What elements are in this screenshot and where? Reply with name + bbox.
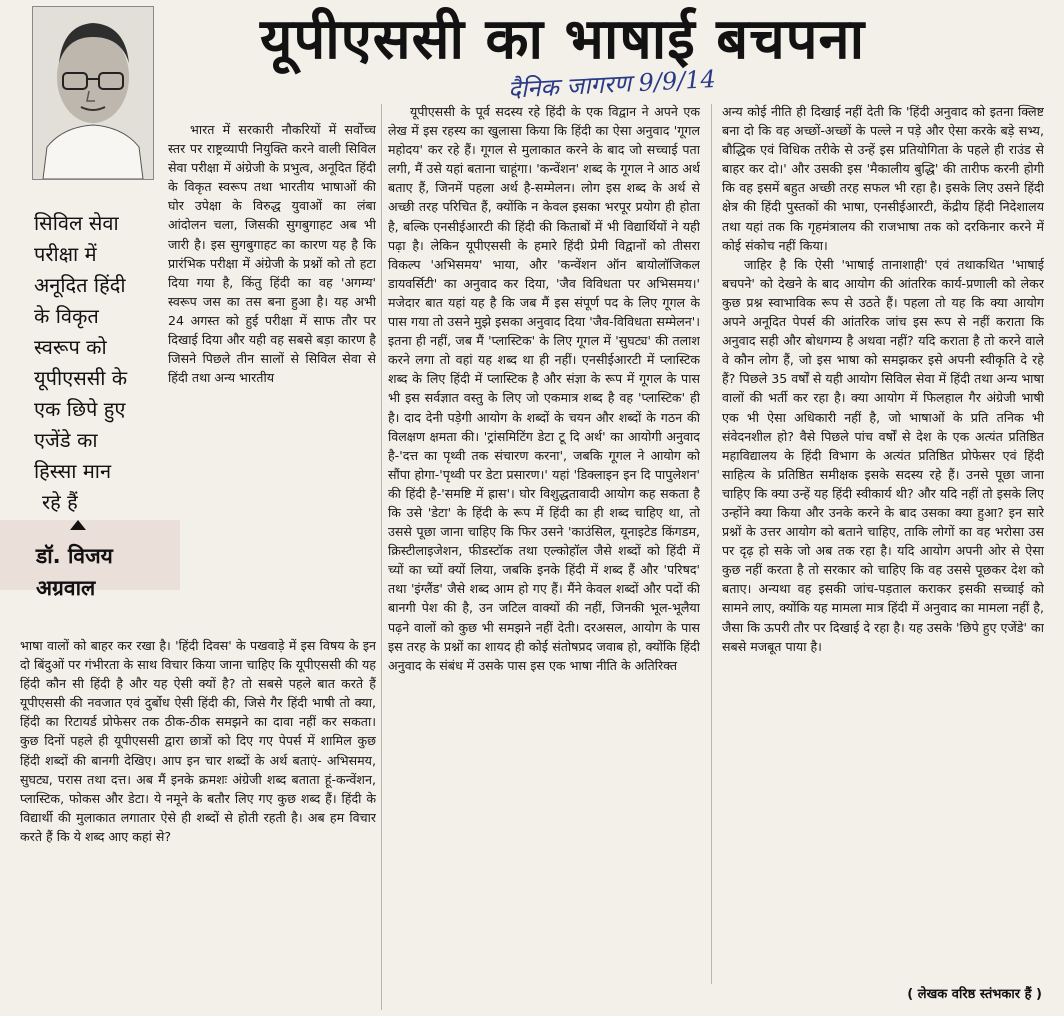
deck-line: सिविल सेवा [34, 211, 119, 235]
deck-line: रहे हैं [42, 490, 78, 514]
handwritten-source-date: दैनिक जागरण 9/9/14 [507, 64, 717, 104]
deck-line: एजेंडे का [34, 428, 98, 452]
deck-pullquote [34, 208, 152, 518]
deck-line: परीक्षा में [34, 242, 97, 266]
column-2 [388, 102, 700, 1010]
column-3 [722, 102, 1044, 984]
paragraph: यूपीएससी के पूर्व सदस्य रहे हिंदी के एक विद्वान ने अपने एक लेख में इस रहस्य का खुलासा किया कि हिंदी का ऐसा अनुवाद 'गूगल महोदय' कर रहे हैं। गूगल से मुलाकात करने के बाद जो सच्चाई पता लगी, मैं उसे यहां बताना चाहूंगा। 'कन्वेंशन' शब्द के गूगल ने आठ अर्थ बताए हैं, जिनमें पहला अर्थ है-सम्मेलन। लोग इस शब्द के अर्थ से अच्छी तरह परिचित हैं, क्योंकि न केवल इसका भरपूर प्रयोग ही होता है, बल्कि एनसीईआरटी की हिंदी की किताबों में भी विद्यार्थियों ने यही पढ़ा है। लेकिन यूपीएससी के हमारे हिंदी प्रेमी विद्वानों को तीसरा विकल्प 'अभिसमय' भाया, और 'कन्वेंशन ऑन बायोलॉजिकल डायवर्सिटी' का अनुवाद कर दिया, 'जैव विविधता पर अभिसमय।' मजेदार बात यहां यह है कि जब मैं इस संपूर्ण पद के लिए गूगल के पास गया तो उसने मुझे इसका अनुवाद दिया 'जैव-विविधता सम्मेलन'। इतना ही नहीं, जब मैं 'प्लास्टिक' के लिए गूगल में 'सुघट्य' की तलाश करने लगा तो वहां यह शब्द था ही नहीं। एनसीईआरटी में प्लास्टिक शब्द के लिए हिंदी में प्लास्टिक है और संज्ञा के रूप में गूगल के पास भी इस सर्वज्ञात वस्तु के लिए जो एकमात्र शब्द है वह 'प्लास्टिक' ही है। दाद देनी पड़ेगी आयोग के शब्दों के चयन और शब्दों के गठन की विलक्षण क्षमता की। 'ट्रांसमिटिंग डेटा टू दि अर्थ' का आयोगी अनुवाद है-'दत्त का पृथ्वी तक संचारण करना', जबकि गूगल ने आयोग को सौंपा होगा-'पृथ्वी पर डेटा प्रसारण।' यहां 'डिक्लाइन इन दि पापुलेशन' की हिंदी है-'समष्टि में ह्रास'। घोर विशुद्धतावादी आयोग कह सकता है कि उसे 'डेटा' के हिंदी के रूप में हिंदी का ही शब्द चाहिए था, तो उससे पूछा जाना चाहिए कि फिर उसने 'काउंसिल, यूनाइटेड किंगडम, क्रिस्टीलाइजेशन, फीडस्टॉक तथा एल्कोहॉल जैसे शब्दों को हिंदी में च्यों का च्यों क्यों लिया, जबकि इनके हिंदी में शब्द हैं और 'परिषद' तथा 'इंग्लैंड' जैसे शब्द आम हो गए हैं। मैंने केवल शब्दों और पदों की बानगी पेश की है, उन जटिल वाक्यों की नहीं, जिनकी भूल-भूलैया पढ़ने वालों को कुछ भी समझने नहीं देती। दरअसल, आयोग के पास इस तरह के प्रश्नों का शायद ही कोई संतोषप्रद जवाब हो, क्योंकि हिंदी अनुवाद के संबंध में उसके पास इस एक भाषा नीति के अतिरिक्त [388, 104, 700, 673]
column-divider [381, 104, 382, 1010]
headline: यूपीएससी का भाषाई बचपना [260, 7, 866, 72]
column-divider [711, 104, 712, 984]
author-photo [32, 6, 154, 180]
paragraph: अन्य कोई नीति ही दिखाई नहीं देती कि 'हिंदी अनुवाद को इतना क्लिष्ट बना दो कि वह अच्छों-अच्छों के पल्ले न पड़े और ऐसा करके बड़े सभ्य, बौद्धिक एवं विधिक तरीके से उन्हें इस प्रतियोगिता के पहले ही राउंड से बाहर कर दो।' और उसकी इस 'मैकालीय बुद्धि' की तारीफ करनी होगी कि वह इसमें बहुत अच्छी तरह सफल भी रहा है। इसके लिए उसने हिंदी क्षेत्र की हिंदी पुस्तकों की भाषा, एनसीईआरटी, केंद्रीय हिंदी निदेशालय तथा यहां तक कि गृहमंत्रालय की राजभाषा तक को दरकिनार करने में कोई संकोच नहीं किया। [722, 104, 1044, 253]
deck-line: हिस्सा मान [34, 459, 112, 483]
author-byline [36, 540, 154, 604]
paragraph: भाषा वालों को बाहर कर रखा है। 'हिंदी दिवस' के पखवाड़े में इस विषय के इन दो बिंदुओं पर गंभीरता के साथ विचार किया जाना चाहिए कि यूपीएससी की यह हिंदी कौन सी हिंदी है और यह ऐसी क्यों है? तो सबसे पहले बात करते हैं यूपीएससी की नवजात एवं दुर्बोध ऐसी हिंदी की, जिसे गैर हिंदी भाषी तो क्या, हिंदी का रिटायर्ड प्रोफेसर तक ठीक-ठीक समझने का दावा नहीं कर सकता। कुछ दिनों पहले ही यूपीएससी द्वारा छात्रों को दिए गए पेपर्स में शामिल कुछ हिंदी शब्दों की बानगी देखिए। आप इन चार शब्दों के अर्थ बताएं- अभिसमय, सुघट्य, परास तथा दत्त। अब मैं इनके क्रमशः अंग्रेजी शब्द बताता हूं-कन्वेंशन, प्लास्टिक, फोकस और डेटा। ये नमूने के बतौर लिए गए कुछ शब्द हैं। हिंदी के विद्यार्थी की मुलाकात लगातार ऐसे ही शब्दों से होती रहती है। अब हम विचार करते हैं कि ये शब्द आए कहां से? [20, 638, 376, 844]
deck-line: स्वरूप को [34, 335, 107, 359]
author-name-line: अग्रवाल [36, 576, 96, 600]
column-1-bottom [20, 636, 376, 1008]
author-portrait-icon [33, 7, 153, 179]
author-credit-note: ( लेखक वरिष्ठ स्तंभकार हैं ) [907, 987, 1042, 1002]
deck-line: के विकृत [34, 304, 99, 328]
column-1-top [168, 120, 376, 640]
deck-line: यूपीएससी के [34, 366, 128, 390]
author-name-line: डॉ. विजय [36, 544, 113, 568]
deck-line: अनूदित हिंदी [34, 273, 126, 297]
deck-line: एक छिपे हुए [34, 397, 126, 421]
paragraph: जाहिर है कि ऐसी 'भाषाई तानाशाही' एवं तथाकथित 'भाषाई बचपने' को देखने के बाद आयोग की आंतरिक कार्य-प्रणाली को लेकर कुछ प्रश्न स्वाभाविक रूप से उठते हैं। पहला तो यह कि क्या आयोग अपने अनूदित पेपर्स की आंतरिक जांच इस रूप से नहीं कराता कि अनुवाद सही और बोधगम्य है अथवा नहीं? यदि कराता है तो करने वाले वे कौन लोग हैं, जो इस भाषा को समझकर इसे अपनी स्वीकृति दे रहे हैं? पिछले 35 वर्षों से यही आयोग सिविल सेवा में हिंदी तथा अन्य भाषा वालों की भर्ती कर रहा है। क्या आयोग में फिलहाल गैर अंग्रेजी भाषी एक भी ऐसा अधिकारी नहीं है, जो भाषाओं के प्रति तनिक भी संवेदनशील हो? वैसे पिछले पांच वर्षों से देश के एक अत्यंत प्रतिष्ठित महाविद्यालय के हिंदी विभाग के अत्यंत प्रतिष्ठित प्रोफेसर एवं हिंदी साहित्य के प्रतिष्ठित समीक्षक इसके सदस्य रहे हैं। उनसे पूछा जाना चाहिए कि क्या उन्हें यह हिंदी स्वीकार्य थी? और यदि नहीं तो इसके लिए उन्होंने क्या किया और उनके करने के बाद उसका क्या हुआ? इन सारे प्रश्नों के उत्तर आयोग को बताने चाहिए, ताकि लोगों का वह भरोसा उस पर दृढ़ हो सके जो अब तक रहा है। यदि आयोग अपनी ओर से ऐसा कुछ नहीं करता है तो सरकार को चाहिए कि वह उससे पूछकर देश को बताए। अन्यथा वह इसकी जांच-पड़ताल कराकर इसकी सच्चाई को सामने लाए, क्योंकि यह मामला मात्र हिंदी में अनुवाद का मामला नहीं है, जैसा कि ऊपरी तौर पर दिखाई दे रहा है। यह उसके 'छिपे हुए एजेंडे' का सबसे मजबूत पाया है। [722, 256, 1044, 654]
paragraph: भारत में सरकारी नौकरियों में सर्वोच्च स्तर पर राष्ट्रव्यापी नियुक्ति करने वाली सिविल सेवा परीक्षा में अंग्रेजी के प्रभुत्व, अनूदित हिंदी के विकृत स्वरूप तथा भारतीय भाषाओं की घोर उपेक्षा के विरुद्ध युवाओं का लंबा आंदोलन चला, जिसकी सुगबुगाहट अब भी जारी है। इस सुगबुगाहट का कारण यह है कि प्रारंभिक परीक्षा में अंग्रेजी के प्रश्नों को तो हटा दिया गया है, किंतु हिंदी का वह 'अगम्य' स्वरूप जस का तस बना हुआ है। यह अभी 24 अगस्त को हुई परीक्षा में साफ तौर पर दिखाई दिया और यही वह सबसे बड़ा कारण है जिसने पिछले तीन सालों से सिविल सेवा से हिंदी तथा अन्य भारतीय [168, 122, 376, 386]
triangle-marker-icon [70, 520, 86, 530]
